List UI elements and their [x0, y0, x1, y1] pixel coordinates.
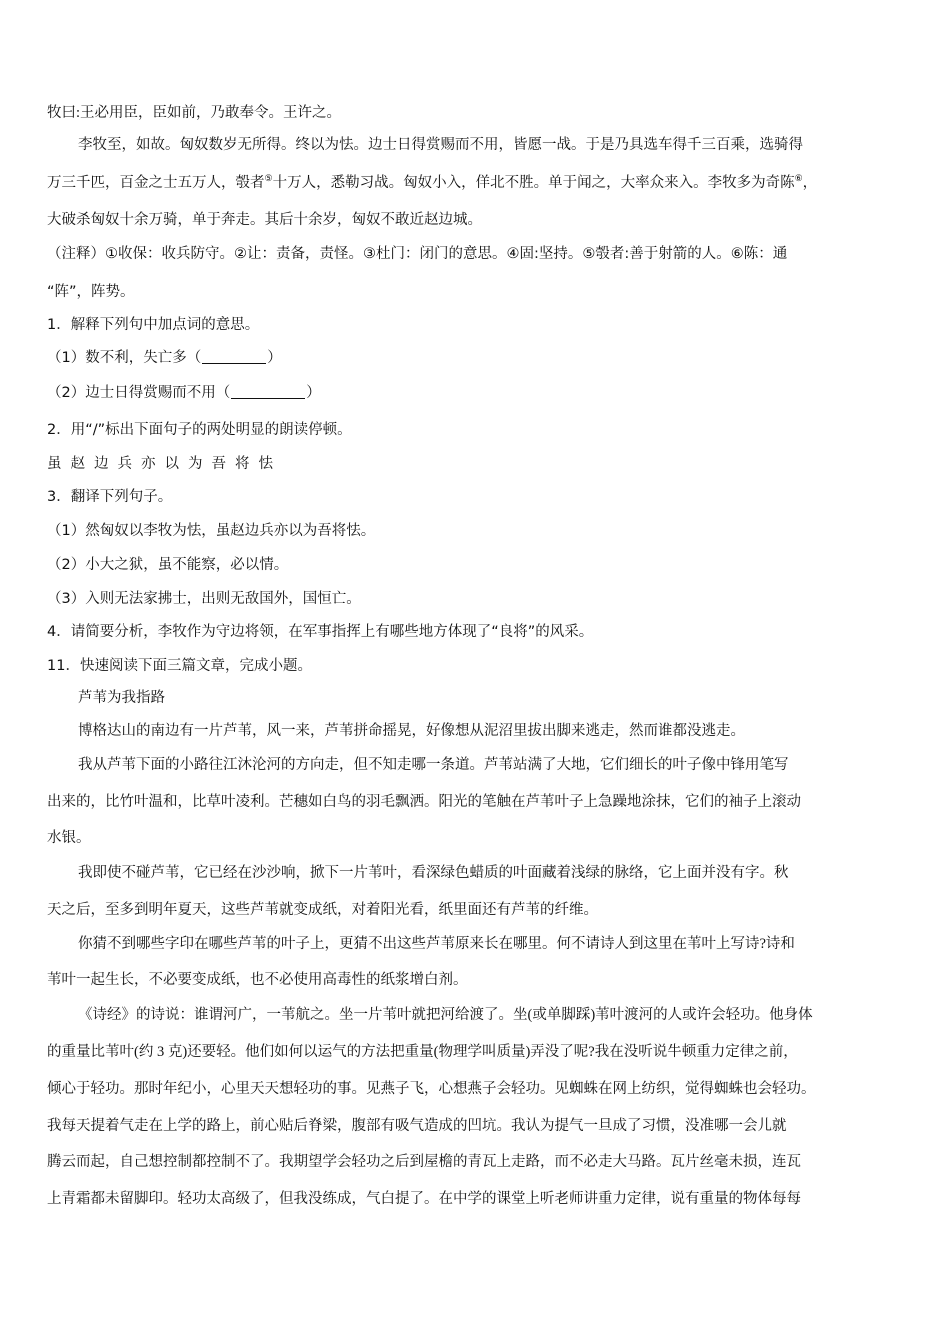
article-line: 腾云而起，自己想控制都控制不了。我期望学会轻功之后到屋檐的青瓦上走路，而不必走大马路。瓦片丝毫未损，连瓦: [47, 1154, 801, 1170]
question-2: 2．用“/”标出下面句子的两处明显的朗读停顿。: [47, 422, 352, 438]
question-3-3: （3）入则无法家拂士，出则无敌国外，国恒亡。: [47, 591, 361, 607]
passage-line: 牧曰:王必用臣，臣如前，乃敢奉令。王许之。: [47, 105, 342, 121]
question-text: ）: [306, 385, 321, 401]
article-line: 倾心于轻功。那时年纪小，心里天天想轻功的事。见燕子飞，心想燕子会轻功。见蜘蛛在网上纺织，觉得蜘蛛也会轻功。: [47, 1081, 816, 1097]
question-1: 1．解释下列句中加点词的意思。: [47, 317, 260, 333]
question-1-2: [47, 383, 907, 403]
passage-line: 李牧至，如故。匈奴数岁无所得。终以为怯。边士日得赏赐而不用，皆愿一战。于是乃具选车得千三百乘，选骑得: [78, 137, 803, 153]
passage-line: 大破杀匈奴十余万骑，单于奔走。其后十余岁，匈奴不敢近赵边城。: [47, 212, 482, 228]
article-line: 我每天提着气走在上学的路上，前心贴后脊梁，腹部有吸气造成的凹坑。我认为提气一旦成了习惯，没准哪一会儿就: [47, 1118, 787, 1134]
footnote-marker: ⑥: [794, 173, 803, 183]
notes-line: “阵”，阵势。: [47, 284, 135, 300]
question-1-1: [47, 348, 907, 368]
footnote-marker: ⑤: [264, 173, 273, 183]
notes-line: （注释）①收保：收兵防守。②让：责备，责怪。③杜门：闭门的意思。④固:坚持。⑤彀者:善于射箭的人。⑥陈：通: [47, 246, 788, 262]
question-11: 11．快速阅读下面三篇文章，完成小题。: [47, 658, 312, 674]
article-line: 博格达山的南边有一片芦苇，风一来，芦苇拼命摇晃，好像想从泥沼里拔出脚来逃走，然而谁都没逃走。: [78, 723, 745, 739]
passage-text: 万三千匹，百金之士五万人，彀者: [47, 175, 265, 191]
question-text: ）: [267, 350, 282, 366]
article-line: 《诗经》的诗说：谁谓河广，一苇航之。坐一片苇叶就把河给渡了。坐(或单脚踩)苇叶渡河的人或许会轻功。他身体: [78, 1007, 813, 1023]
article-line: 苇叶一起生长，不必要变成纸，也不必使用高毒性的纸浆增白剂。: [47, 972, 468, 988]
article-line: 的重量比苇叶(约 3 克)还要轻。他们如何以运气的方法把重量(物理学叫质量)弄没了呢?我在没听说牛顿重力定律之前，: [47, 1044, 798, 1060]
question-3: 3．翻译下列句子。: [47, 489, 173, 505]
question-2-sentence: 虽赵边兵亦以为吾将怯: [47, 456, 282, 472]
article-line: 你猜不到哪些字印在哪些芦苇的叶子上，更猜不出这些芦苇原来长在哪里。何不请诗人到这里在苇叶上写诗?诗和: [78, 936, 795, 952]
passage-text: ，: [802, 175, 818, 191]
answer-blank[interactable]: [231, 384, 305, 399]
article-line: 我即使不碰芦苇，它已经在沙沙响，掀下一片苇叶，看深绿色蜡质的叶面藏着浅绿的脉络，它上面并没有字。秋: [78, 865, 789, 881]
passage-line: [47, 173, 907, 193]
article-line: 水银。: [47, 830, 91, 846]
article-line: 我从芦苇下面的小路往江沐沦河的方向走，但不知走哪一条道。芦苇站满了大地，它们细长的叶子像中锋用笔写: [78, 757, 789, 773]
article-line: 上青霜都未留脚印。轻功太高级了，但我没练成，气白提了。在中学的课堂上听老师讲重力定律，说有重量的物体每每: [47, 1191, 801, 1207]
article-line: 出来的，比竹叶温和，比草叶凌利。芒穗如白鸟的羽毛飘洒。阳光的笔触在芦苇叶子上急躁地涂抹，它们的袖子上滚动: [47, 794, 801, 810]
answer-blank[interactable]: [202, 349, 266, 364]
article-line: 天之后，至多到明年夏天，这些芦苇就变成纸，对着阳光看，纸里面还有芦苇的纤维。: [47, 902, 598, 918]
article-title: 芦苇为我指路: [78, 690, 165, 706]
passage-text: 十万人，悉勒习战。匈奴小入，佯北不胜。单于闻之，大率众来入。李牧多为奇陈: [272, 175, 795, 191]
question-3-2: （2）小大之狱，虽不能察，必以情。: [47, 557, 289, 573]
question-text: （2）边士日得赏赐而不用（: [47, 385, 231, 401]
question-text: （1）数不利，失亡多（: [47, 350, 202, 366]
question-4: 4．请简要分析，李牧作为守边将领，在军事指挥上有哪些地方体现了“良将”的风采。: [47, 624, 594, 640]
question-3-1: （1）然匈奴以李牧为怯，虽赵边兵亦以为吾将怯。: [47, 523, 376, 539]
